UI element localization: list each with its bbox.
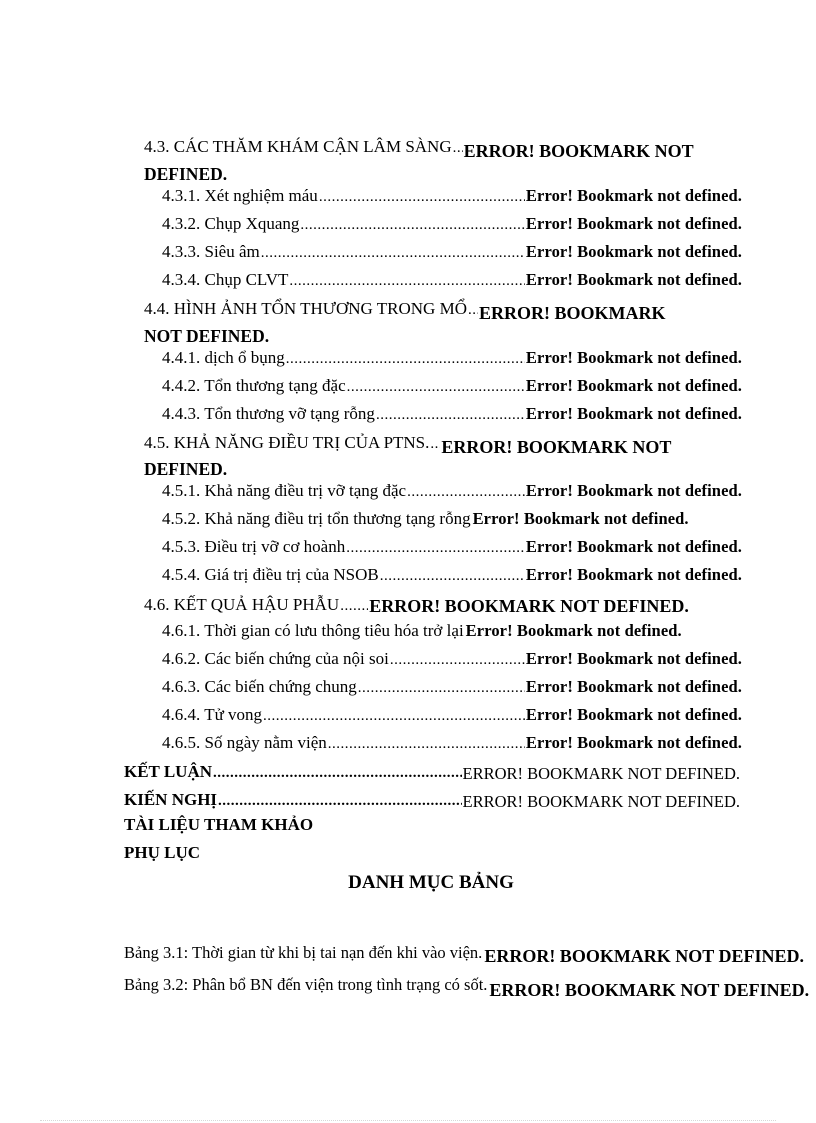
toc-entry-kien-nghi[interactable] <box>124 790 740 811</box>
toc-entry-4-4[interactable] <box>144 298 724 323</box>
toc-error: Error! Bookmark not defined. <box>525 733 742 752</box>
toc-entry-4-5-1[interactable] <box>162 481 742 502</box>
toc-error: ERROR! BOOKMARK NOT DEFINED. <box>462 764 740 783</box>
toc-entry-4-6-4[interactable] <box>162 705 742 726</box>
toc-entry-4-3[interactable] <box>144 136 750 161</box>
toc-error: ERROR! BOOKMARK NOT <box>441 437 672 457</box>
toc-label: 4.6.3. Các biến chứng chung <box>162 677 357 696</box>
toc-entry-4-4-2[interactable] <box>162 376 742 397</box>
toc-leader-dots <box>286 349 525 369</box>
toc-error: Error! Bookmark not defined. <box>525 677 742 696</box>
toc-error: Error! Bookmark not defined. <box>525 649 742 668</box>
toc-entry-4-6[interactable] <box>144 594 736 616</box>
toc-leader-dots <box>358 678 525 698</box>
toc-label: 4.5. KHẢ NĂNG ĐIỀU TRỊ CỦA PTNS. <box>144 433 430 452</box>
toc-label: 4.4.2. Tổn thương tạng đặc <box>162 376 346 395</box>
toc-leader-dots <box>468 300 478 320</box>
toc-label: 4.4.3. Tổn thương vỡ tạng rỗng <box>162 404 375 423</box>
page-bottom-rule <box>40 1120 776 1121</box>
toc-leader-dots <box>340 596 368 616</box>
toc-error: ERROR! BOOKMARK NOT DEFINED. <box>369 596 689 616</box>
toc-entry-4-6-2[interactable] <box>162 649 742 670</box>
table-entry-3-1[interactable] <box>124 942 816 966</box>
toc-label: 4.3.2. Chụp Xquang <box>162 214 300 233</box>
toc-error: Error! Bookmark not defined. <box>525 537 742 556</box>
toc-label: 4.3.1. Xét nghiệm máu <box>162 186 318 205</box>
toc-entry-4-5-wrap: DEFINED. <box>144 459 228 479</box>
toc-error: ERROR! BOOKMARK NOT DEFINED. <box>462 792 740 811</box>
toc-label: 4.4. HÌNH ẢNH TỔN THƯƠNG TRONG MỔ <box>144 299 467 318</box>
toc-entry-4-5-2[interactable] <box>162 509 762 530</box>
toc-entry-4-6-1[interactable] <box>162 621 754 642</box>
toc-error: Error! Bookmark not defined. <box>525 242 742 261</box>
toc-entry-4-6-5[interactable] <box>162 733 742 754</box>
toc-error: Error! Bookmark not defined. <box>525 186 742 205</box>
toc-error: Error! Bookmark not defined. <box>465 621 682 640</box>
toc-entry-4-3-4[interactable] <box>162 270 742 291</box>
toc-leader-dots <box>347 377 525 397</box>
toc-error: Error! Bookmark not defined. <box>525 705 742 724</box>
toc-entry-4-4-3[interactable] <box>162 404 742 425</box>
toc-error: Error! Bookmark not defined. <box>525 481 742 500</box>
toc-label: KẾT LUẬN <box>124 762 213 781</box>
toc-error: Error! Bookmark not defined. <box>525 348 742 367</box>
toc-leader-dots <box>453 138 463 158</box>
toc-label: 4.5.2. Khả năng điều trị tổn thương tạng rỗng <box>162 509 471 528</box>
table-entry-label: Bảng 3.2: Phân bổ BN đến viện trong tình trạng có sốt. <box>124 975 488 994</box>
toc-error: ERROR! BOOKMARK <box>478 303 666 323</box>
toc-leader-dots <box>213 763 462 783</box>
toc-entry-4-3-3[interactable] <box>162 242 742 263</box>
toc-error: Error! Bookmark not defined. <box>472 509 689 528</box>
toc-entry-4-3-2[interactable] <box>162 214 742 235</box>
toc-leader-dots <box>319 187 525 207</box>
toc-leader-dots <box>300 215 525 235</box>
toc-leader-dots <box>380 566 525 586</box>
toc-leader-dots <box>328 734 525 754</box>
toc-label: 4.5.1. Khả năng điều trị vỡ tạng đặc <box>162 481 407 500</box>
table-entry-error: ERROR! BOOKMARK NOT DEFINED. <box>489 980 810 1000</box>
toc-leader-dots <box>261 243 525 263</box>
toc-entry-4-6-3[interactable] <box>162 677 742 698</box>
toc-leader-dots <box>263 706 525 726</box>
toc-label: 4.3. CÁC THĂM KHÁM CẬN LÂM SÀNG <box>144 137 452 156</box>
toc-label: 4.6.4. Tử vong <box>162 705 263 724</box>
table-entry-label: Bảng 3.1: Thời gian từ khi bị tai nạn đến khi vào viện. <box>124 943 483 962</box>
table-entry-3-2[interactable] <box>124 974 816 1000</box>
toc-leader-dots <box>346 538 525 558</box>
toc-label: 4.6.1. Thời gian có lưu thông tiêu hóa trở lại <box>162 621 464 640</box>
toc-label: 4.3.4. Chụp CLVT <box>162 270 289 289</box>
toc-leader-dots <box>430 434 440 454</box>
toc-leader-dots <box>390 650 525 670</box>
toc-entry-phu-luc[interactable]: PHỤ LỤC <box>124 843 201 862</box>
toc-leader-dots <box>376 405 525 425</box>
toc-error: Error! Bookmark not defined. <box>525 214 742 233</box>
toc-label: 4.6. KẾT QUẢ HẬU PHẪU <box>144 595 340 614</box>
toc-entry-4-4-1[interactable] <box>162 348 742 369</box>
toc-leader-dots <box>407 482 525 502</box>
toc-error: Error! Bookmark not defined. <box>525 270 742 289</box>
toc-entry-4-3-1[interactable] <box>162 186 742 207</box>
table-entry-error: ERROR! BOOKMARK NOT DEFINED. <box>484 946 804 966</box>
toc-error: Error! Bookmark not defined. <box>525 565 742 584</box>
toc-error: Error! Bookmark not defined. <box>525 404 742 423</box>
toc-entry-4-3-wrap: DEFINED. <box>144 164 228 184</box>
toc-entry-tai-lieu-tham-khao[interactable]: TÀI LIỆU THAM KHẢO <box>124 815 314 834</box>
tables-list-heading: DANH MỤC BẢNG <box>348 872 514 893</box>
toc-label: 4.5.3. Điều trị vỡ cơ hoành <box>162 537 346 556</box>
toc-label: 4.6.5. Số ngày nằm viện <box>162 733 327 752</box>
toc-entry-ket-luan[interactable] <box>124 762 740 783</box>
toc-label: 4.6.2. Các biến chứng của nội soi <box>162 649 389 668</box>
toc-entry-4-5-4[interactable] <box>162 565 742 586</box>
toc-error: ERROR! BOOKMARK NOT <box>463 141 694 161</box>
toc-entry-4-5-3[interactable] <box>162 537 742 558</box>
toc-label: 4.3.3. Siêu âm <box>162 242 260 261</box>
toc-leader-dots <box>289 271 525 291</box>
toc-entry-4-4-wrap: NOT DEFINED. <box>144 326 270 346</box>
toc-label: 4.5.4. Giá trị điều trị của NSOB <box>162 565 379 584</box>
toc-entry-4-5[interactable] <box>144 432 734 457</box>
toc-error: Error! Bookmark not defined. <box>525 376 742 395</box>
toc-leader-dots <box>218 791 461 811</box>
toc-label: 4.4.1. dịch ổ bụng <box>162 348 285 367</box>
toc-label: KIẾN NGHỊ <box>124 790 218 809</box>
